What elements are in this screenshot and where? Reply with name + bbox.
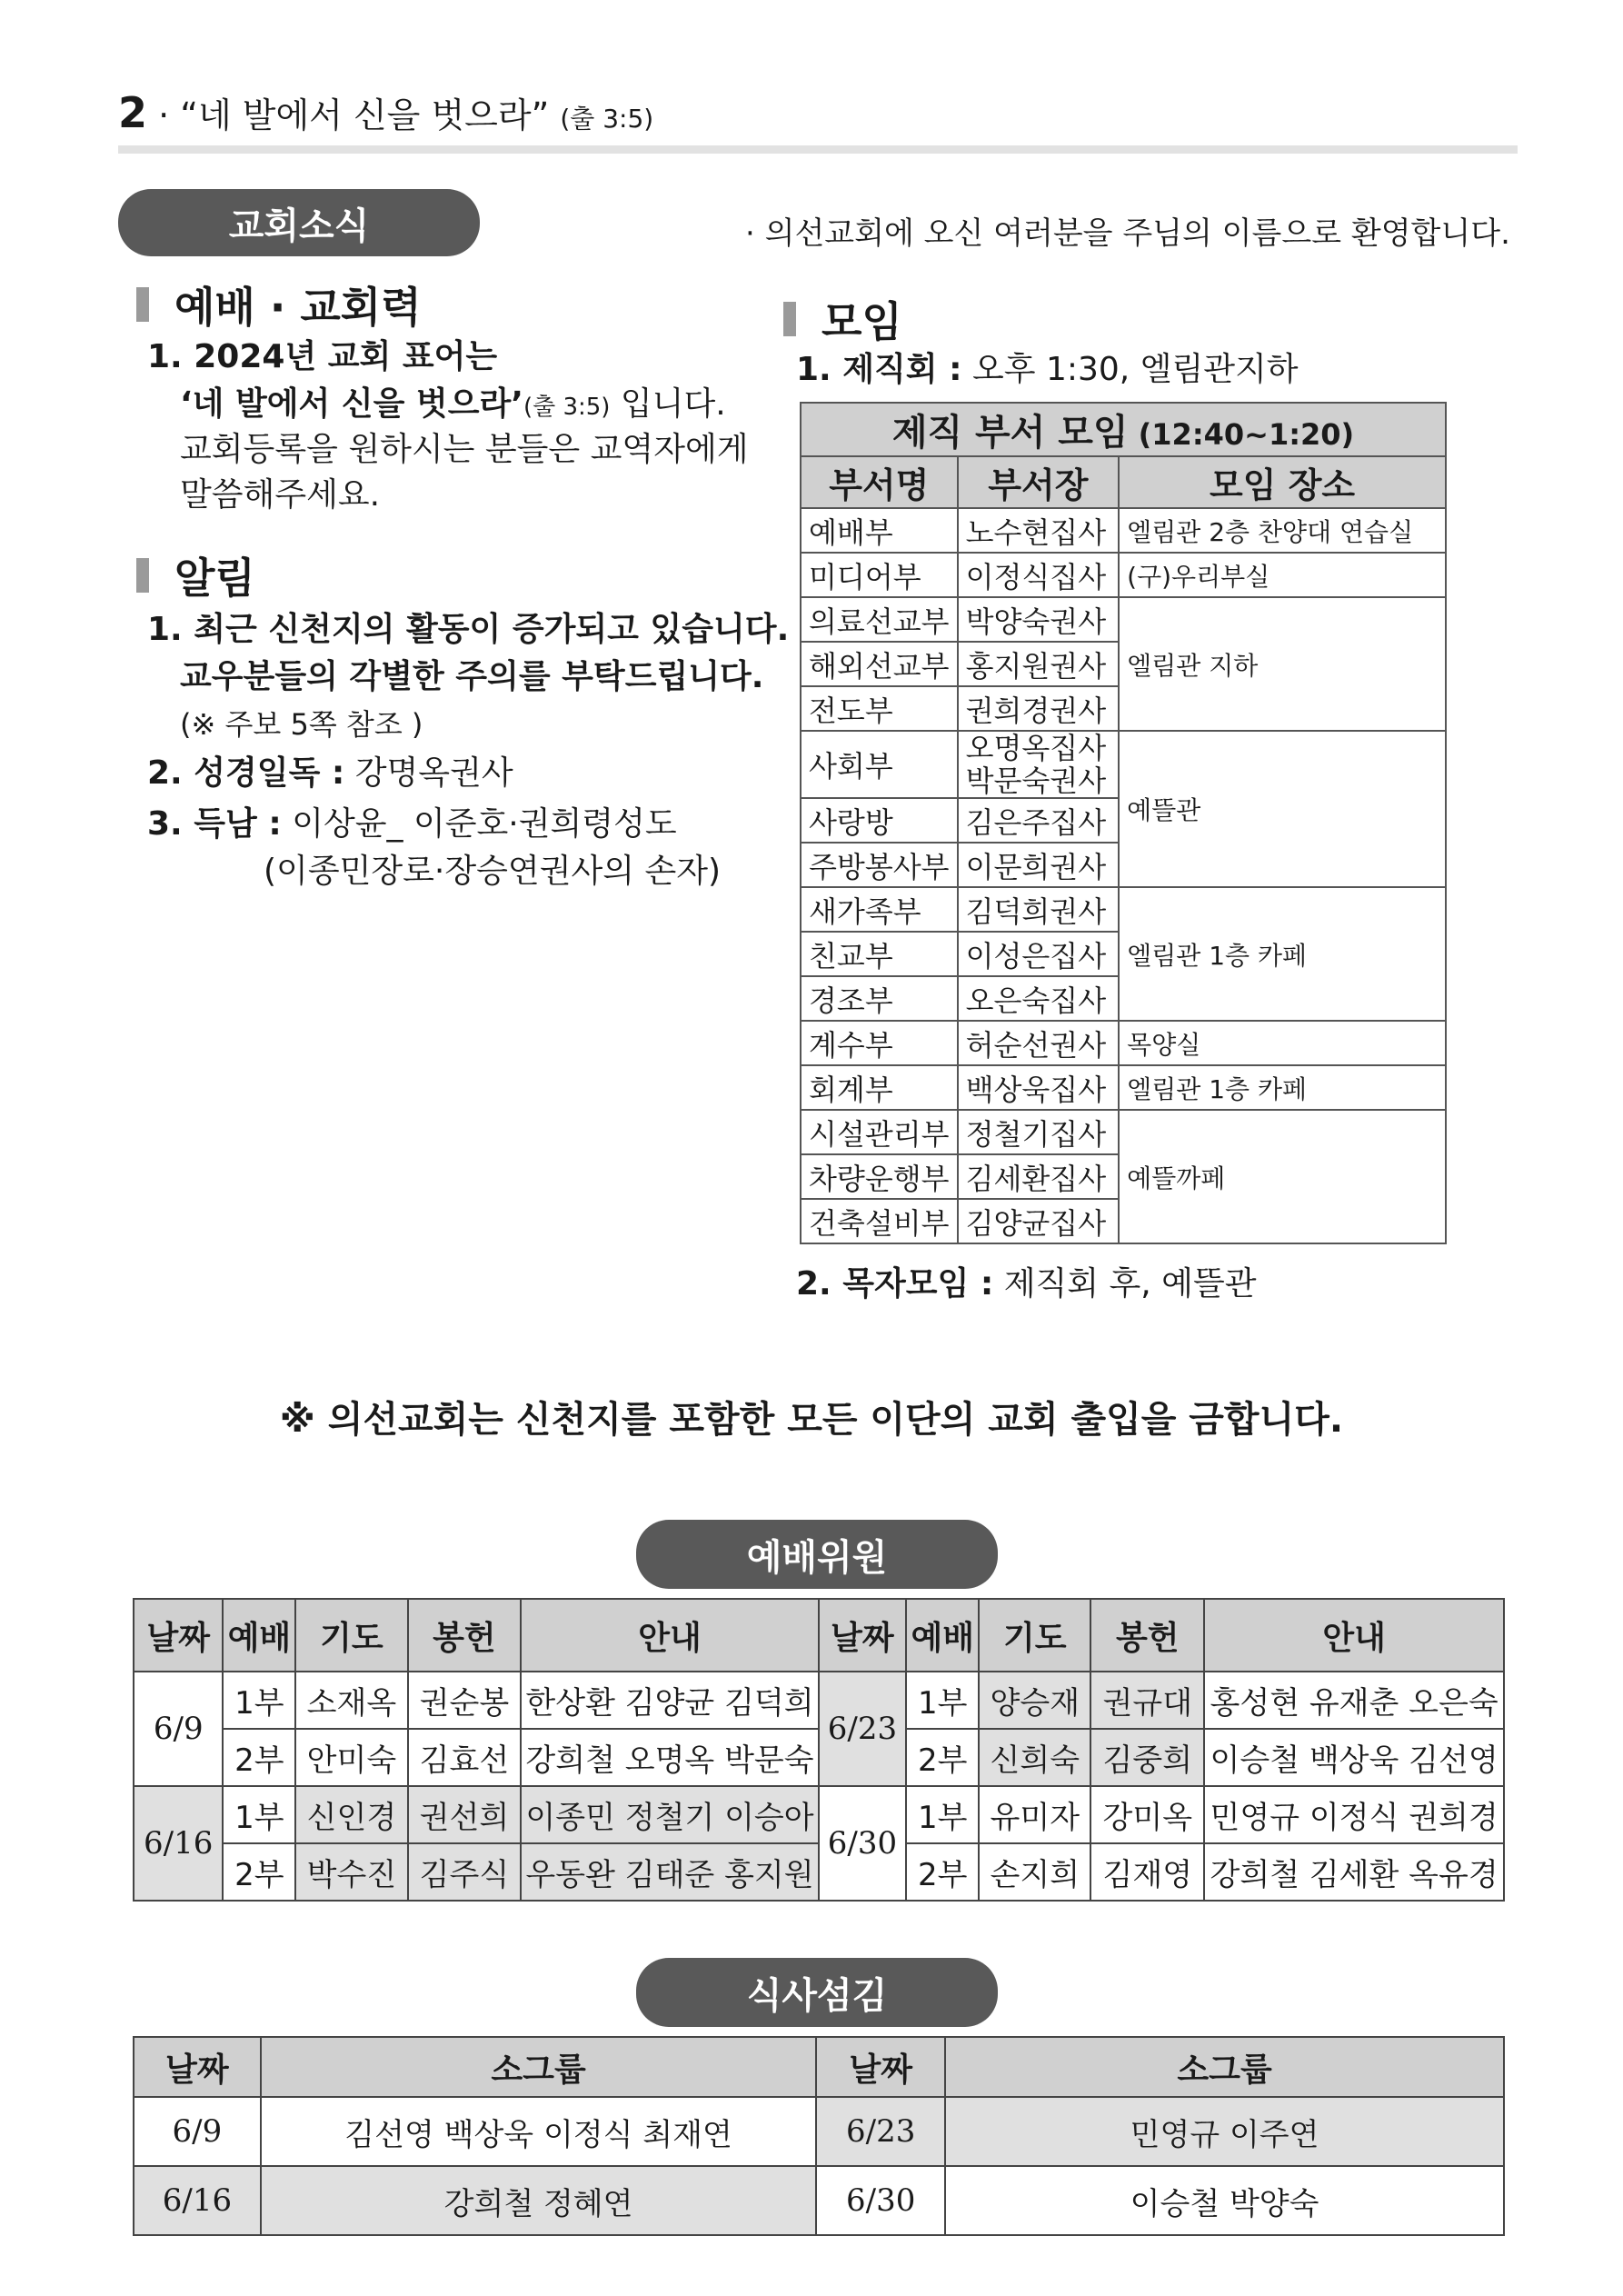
meeting-section-title — [783, 289, 902, 349]
group-cell: 김선영 백상욱 이정식 최재연 — [261, 2097, 816, 2166]
table-row — [134, 1672, 1504, 1729]
motto: ‘네 발에서 신을 벗으라’ — [180, 385, 523, 423]
date-cell: 6/30 — [819, 1786, 907, 1901]
meeting-place: (구)우리부실 — [1119, 553, 1446, 597]
service-cell: 1부 — [223, 1786, 295, 1843]
dept-head: 박양숙권사 — [958, 597, 1120, 642]
usher-cell: 이승철 백상욱 김선영 — [1204, 1729, 1504, 1786]
col-header: 소그룹 — [261, 2037, 816, 2097]
page-number: 2 — [118, 88, 148, 137]
worship-line3: 말씀해주세요. — [180, 476, 381, 514]
prayer-cell: 양승재 — [979, 1672, 1090, 1729]
date-cell: 6/9 — [134, 2097, 261, 2166]
col-header: 안내 — [1204, 1599, 1504, 1672]
offering-cell: 김주식 — [408, 1843, 522, 1901]
motto-ref: (출 3:5) — [523, 394, 611, 421]
table-row — [801, 1065, 1446, 1110]
worship-committee-table — [133, 1598, 1505, 1902]
col-header: 봉헌 — [408, 1599, 522, 1672]
dept-meeting-table — [800, 402, 1447, 1244]
dept-table-title — [801, 403, 1446, 456]
dept-head: 오명옥집사 — [965, 731, 1107, 765]
table-row — [801, 597, 1446, 642]
col-header: 예배 — [223, 1599, 295, 1672]
meeting-item1-label: 1. 제직회 : — [796, 351, 962, 388]
notice-item2-label: 2. 성경일독 : — [147, 754, 345, 792]
col-header: 날짜 — [816, 2037, 945, 2097]
prayer-cell: 소재옥 — [295, 1672, 407, 1729]
meeting-place: 엘림관 1층 카페 — [1119, 887, 1446, 1021]
service-cell: 1부 — [223, 1672, 295, 1729]
group-cell: 이승철 박양숙 — [945, 2166, 1504, 2235]
col-header: 소그룹 — [945, 2037, 1504, 2097]
col-header: 기도 — [979, 1599, 1090, 1672]
dept-name: 주방봉사부 — [801, 843, 958, 887]
dept-name: 의료선교부 — [801, 597, 958, 642]
dept-head: 이정식집사 — [958, 553, 1120, 597]
notice-title-text: 알림 — [174, 554, 255, 603]
dept-head: 김은주집사 — [958, 798, 1120, 843]
page-header — [118, 87, 653, 137]
dept-head: 이문희권사 — [958, 843, 1120, 887]
usher-cell: 홍성현 유재춘 오은숙 — [1204, 1672, 1504, 1729]
header-reference: (출 3:5) — [560, 104, 654, 134]
table-row — [801, 731, 1446, 798]
service-cell: 2부 — [906, 1729, 979, 1786]
dept-name: 사회부 — [801, 731, 958, 798]
meeting-place: 예뜰까페 — [1119, 1110, 1446, 1243]
worship-header-row — [134, 1599, 1504, 1672]
service-cell: 1부 — [906, 1672, 979, 1729]
worship-item1-lead: 1. 2024년 교회 표어는 — [147, 338, 498, 375]
col-header: 부서장 — [958, 456, 1120, 508]
heresy-warning: ※ 의선교회는 신천지를 포함한 모든 이단의 교회 출입을 금합니다. — [279, 1399, 1344, 1441]
worship-committee-pill: 예배위원 — [636, 1520, 998, 1589]
offering-cell: 김효선 — [408, 1729, 522, 1786]
prayer-cell: 신희숙 — [979, 1729, 1090, 1786]
header-separator: · — [158, 95, 170, 135]
notice-section-title — [136, 545, 255, 605]
dept-head-pair — [958, 731, 1120, 798]
dept-name: 사랑방 — [801, 798, 958, 843]
offering-cell: 권규대 — [1090, 1672, 1204, 1729]
dept-name: 친교부 — [801, 932, 958, 976]
prayer-cell: 손지희 — [979, 1843, 1090, 1901]
notice-item3 — [147, 802, 677, 847]
dept-head: 홍지원권사 — [958, 642, 1120, 686]
service-cell: 2부 — [223, 1843, 295, 1901]
meeting-place: 엘림관 2층 찬양대 연습실 — [1119, 508, 1446, 553]
usher-cell: 이종민 정철기 이승아 — [521, 1786, 818, 1843]
service-cell: 2부 — [223, 1729, 295, 1786]
section-bar — [136, 287, 149, 322]
meeting-item1 — [796, 347, 1299, 393]
usher-cell: 강희철 김세환 옥유경 — [1204, 1843, 1504, 1901]
worship-line2: 교회등록을 원하시는 분들은 교역자에게 — [180, 431, 749, 468]
dept-head: 김양균집사 — [958, 1199, 1120, 1243]
date-cell: 6/23 — [819, 1672, 907, 1786]
date-cell: 6/16 — [134, 2166, 261, 2235]
col-header: 날짜 — [134, 2037, 261, 2097]
dept-head: 이성은집사 — [958, 932, 1120, 976]
dept-table-title-row — [801, 403, 1446, 456]
dept-head: 권희경권사 — [958, 686, 1120, 731]
notice-item1-line2: 교우분들의 각별한 주의를 부탁드립니다. — [180, 658, 764, 695]
dept-name: 해외선교부 — [801, 642, 958, 686]
group-cell: 민영규 이주연 — [945, 2097, 1504, 2166]
dept-name: 전도부 — [801, 686, 958, 731]
service-cell: 1부 — [906, 1786, 979, 1843]
date-cell: 6/9 — [134, 1672, 223, 1786]
prayer-cell: 박수진 — [295, 1843, 407, 1901]
meeting-place: 엘림관 지하 — [1119, 597, 1446, 731]
dept-name: 미디어부 — [801, 553, 958, 597]
meeting-place: 엘림관 1층 카페 — [1119, 1065, 1446, 1110]
notice-item3-label: 3. 득남 : — [147, 805, 282, 843]
motto-tail: 입니다. — [610, 385, 726, 423]
notice-item1-line3: (※ 주보 5쪽 참조 ) — [180, 707, 423, 742]
worship-section-title — [136, 275, 422, 334]
dept-head: 김덕희권사 — [958, 887, 1120, 932]
group-cell: 강희철 정혜연 — [261, 2166, 816, 2235]
dept-head: 박문숙권사 — [965, 764, 1107, 798]
section-bar — [783, 302, 796, 336]
offering-cell: 김중희 — [1090, 1729, 1204, 1786]
dept-name: 계수부 — [801, 1021, 958, 1065]
col-header: 날짜 — [819, 1599, 907, 1672]
service-cell: 2부 — [906, 1843, 979, 1901]
dept-head: 허순선권사 — [958, 1021, 1120, 1065]
notice-item3-value: 이상윤_ 이준호·권희령성도 — [281, 805, 677, 843]
usher-cell: 우동완 김태준 홍지원 — [521, 1843, 818, 1901]
dept-name: 차량운행부 — [801, 1154, 958, 1199]
date-cell: 6/16 — [134, 1786, 223, 1901]
offering-cell: 권순봉 — [408, 1672, 522, 1729]
notice-item2 — [147, 751, 513, 796]
meeting-item2-value: 제직회 후, 예뜰관 — [993, 1265, 1257, 1303]
dept-name: 회계부 — [801, 1065, 958, 1110]
date-cell: 6/30 — [816, 2166, 945, 2235]
header-verse: “네 발에서 신을 벗으라” — [180, 95, 550, 135]
dept-name: 예배부 — [801, 508, 958, 553]
dept-name: 새가족부 — [801, 887, 958, 932]
table-row — [801, 887, 1446, 932]
dept-table-title-text: 제직 부서 모임 — [891, 412, 1129, 454]
table-row — [801, 553, 1446, 597]
table-row — [801, 508, 1446, 553]
dept-head: 정철기집사 — [958, 1110, 1120, 1154]
dept-table-time: (12:40~1:20) — [1128, 417, 1355, 452]
offering-cell: 권선희 — [408, 1786, 522, 1843]
meeting-place: 목양실 — [1119, 1021, 1446, 1065]
dept-table-header-row — [801, 456, 1446, 508]
col-header: 예배 — [906, 1599, 979, 1672]
section-bar — [136, 558, 149, 593]
worship-title-text: 예배 · 교회력 — [174, 283, 422, 332]
col-header: 봉헌 — [1090, 1599, 1204, 1672]
dept-head: 백상욱집사 — [958, 1065, 1120, 1110]
usher-cell: 민영규 이정식 권희경 — [1204, 1786, 1504, 1843]
meeting-item1-value: 오후 1:30, 엘림관지하 — [961, 351, 1299, 388]
prayer-cell: 유미자 — [979, 1786, 1090, 1843]
col-header: 날짜 — [134, 1599, 223, 1672]
date-cell: 6/23 — [816, 2097, 945, 2166]
col-header: 부서명 — [801, 456, 958, 508]
worship-motto-line — [180, 382, 726, 430]
table-row — [801, 1021, 1446, 1065]
dept-head: 노수현집사 — [958, 508, 1120, 553]
prayer-cell: 신인경 — [295, 1786, 407, 1843]
meal-header-row — [134, 2037, 1504, 2097]
col-header: 안내 — [521, 1599, 818, 1672]
usher-cell: 강희철 오명옥 박문숙 — [521, 1729, 818, 1786]
col-header: 기도 — [295, 1599, 407, 1672]
meal-service-table — [133, 2036, 1505, 2236]
dept-head: 오은숙집사 — [958, 976, 1120, 1021]
header-rule — [118, 145, 1518, 154]
table-row — [134, 2166, 1504, 2235]
table-row — [801, 1110, 1446, 1154]
meeting-item2 — [796, 1262, 1257, 1307]
welcome-text: · 의선교회에 오신 여러분을 주님의 이름으로 환영합니다. — [745, 215, 1510, 252]
table-row — [134, 2097, 1504, 2166]
notice-item3-line2: (이종민장로·장승연권사의 손자) — [264, 853, 722, 890]
table-row — [134, 1786, 1504, 1843]
meeting-item2-label: 2. 목자모임 : — [796, 1265, 994, 1303]
offering-cell: 강미옥 — [1090, 1786, 1204, 1843]
dept-name: 건축설비부 — [801, 1199, 958, 1243]
dept-head: 김세환집사 — [958, 1154, 1120, 1199]
usher-cell: 한상환 김양균 김덕희 — [521, 1672, 818, 1729]
meeting-place: 예뜰관 — [1119, 731, 1446, 887]
news-pill: 교회소식 — [118, 189, 480, 256]
meeting-title-text: 모임 — [821, 297, 902, 346]
dept-name: 경조부 — [801, 976, 958, 1021]
notice-item2-value: 강명옥권사 — [344, 754, 513, 792]
meal-service-pill: 식사섬김 — [636, 1958, 998, 2027]
offering-cell: 김재영 — [1090, 1843, 1204, 1901]
dept-name: 시설관리부 — [801, 1110, 958, 1154]
prayer-cell: 안미숙 — [295, 1729, 407, 1786]
notice-item1-line1: 1. 최근 신천지의 활동이 증가되고 있습니다. — [147, 611, 790, 648]
col-header: 모임 장소 — [1119, 456, 1446, 508]
